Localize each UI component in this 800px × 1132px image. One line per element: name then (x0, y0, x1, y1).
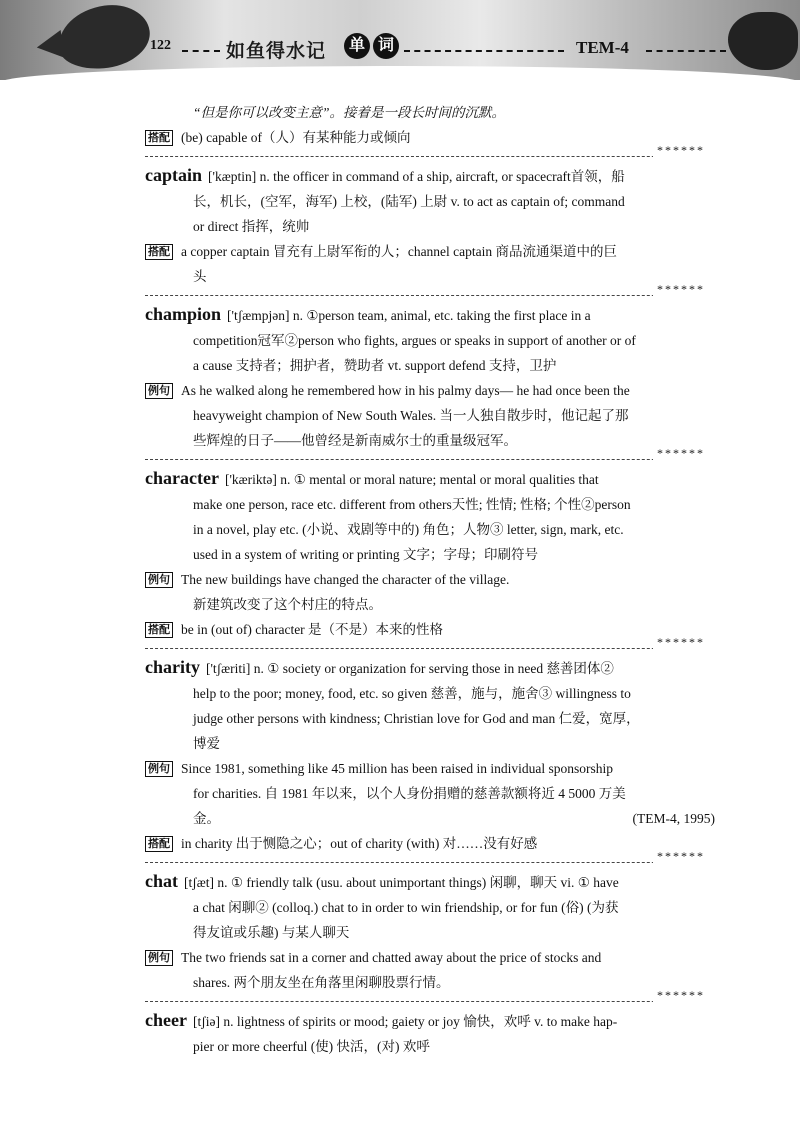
example-text: 头 (193, 269, 207, 284)
example-text: The new buildings have changed the character of the village. (181, 572, 510, 587)
example-line (145, 831, 715, 856)
example-line (145, 239, 715, 264)
definition-line: ['tʃæriti] n. ① society or organization for serving those in need 慈善团体② (205, 661, 614, 676)
example-line (145, 264, 715, 289)
badge-ci: 词 (373, 33, 399, 59)
example-line (145, 806, 715, 831)
example-tag: 例句 (145, 383, 173, 399)
example-text: for charities. 自 1981 年以来，以个人身份捐赠的慈善款额将近 4 5000 万美 (193, 786, 626, 801)
definition-line: [tʃiə] n. lightness of spirits or mood; gaiety or joy 愉快，欢呼 v. to make hap- (192, 1014, 618, 1029)
example-line (145, 970, 715, 995)
entry-captain (145, 163, 715, 239)
example-text: 金。 (193, 811, 220, 826)
definition-line: in a novel, play etc. (小说、戏剧等中的) 角色；人物③ letter, sign, mark, etc. (193, 522, 624, 537)
page-number: 122 (150, 38, 171, 53)
separator-stars: ****** (653, 446, 705, 461)
definition-line: used in a system of writing or printing 文字；字母；印刷符号 (193, 547, 538, 562)
entry-charity (145, 655, 715, 756)
example-text: Since 1981, something like 45 million has been raised in individual sponsorship (181, 761, 613, 776)
example-line (145, 428, 715, 453)
header-dash-middle (404, 50, 564, 52)
definition-line: 得友谊或乐趣) 与某人聊天 (193, 925, 350, 940)
entry-separator (145, 635, 705, 649)
entry-separator (145, 446, 705, 460)
definition-line: a cause 支持者；拥护者，赞助者 vt. support defend 支持，卫护 (193, 358, 557, 373)
dictionary-content (145, 100, 715, 1059)
example-line (145, 567, 715, 592)
separator-stars: ****** (653, 849, 705, 864)
separator-stars: ****** (653, 988, 705, 1003)
source-citation: (TEM-4, 1995) (632, 811, 715, 826)
example-text: As he walked along he remembered how in his palmy days— he had once been the (181, 383, 630, 398)
example-text: heavyweight champion of New South Wales. 当一人独自散步时，他记起了那 (193, 408, 629, 423)
collocation-tag: 搭配 (145, 836, 173, 852)
example-text: 些辉煌的日子——他曾经是新南威尔士的重量级冠军。 (193, 433, 517, 448)
definition-line: pier or more cheerful (使) 快活，(对) 欢呼 (193, 1039, 430, 1054)
separator-stars: ****** (653, 635, 705, 650)
separator-stars: ****** (653, 282, 705, 297)
entry-headword-line (145, 163, 715, 189)
example-text: The two friends sat in a corner and chatted away about the price of stocks and (181, 950, 602, 965)
intro-quote: “但是你可以改变主意”。接着是一段长时间的沉默。 (193, 105, 506, 120)
example-tag: 例句 (145, 572, 173, 588)
example-line (145, 945, 715, 970)
definition-line: competition冠军②person who fights, argues or speaks in support of another or of (193, 333, 636, 348)
definition-line: ['kæptin] n. the officer in command of a ship, aircraft, or spacecraft首领，船 (208, 169, 625, 184)
definition-line: 长，机长，(空军，海军) 上校，(陆军) 上尉 v. to act as captain of; command (193, 194, 625, 209)
collocation-tag: 搭配 (145, 622, 173, 638)
example-line (145, 403, 715, 428)
headword: charity (145, 657, 200, 677)
entry-headword-line (145, 655, 715, 681)
definition-line: a chat 闲聊② (colloq.) chat to in order to win friendship, or for fun (俗) (为获 (193, 900, 619, 915)
collocation-tag: 搭配 (145, 244, 173, 260)
entry-champion (145, 302, 715, 378)
definition-line: [tʃæt] n. ① friendly talk (usu. about unimportant things) 闲聊，聊天 vi. ① have (184, 875, 619, 890)
entry-headword-line (145, 466, 715, 492)
definition-line: ['kæriktə] n. ① mental or moral nature; mental or moral qualities that (224, 472, 599, 487)
entry-separator (145, 282, 705, 296)
entry-chat (145, 869, 715, 945)
entry-separator (145, 849, 705, 863)
definition-line: ['tʃæmpjən] n. ①person team, animal, etc. taking the first place in a (227, 308, 591, 323)
example-line (145, 592, 715, 617)
entry-list (145, 143, 715, 1059)
example-line (145, 781, 715, 806)
example-text: in charity 出于恻隐之心；out of charity (with) 对……没有好感 (181, 836, 538, 851)
definition-line: or direct 指挥，统帅 (193, 219, 310, 234)
header-dash-left (182, 50, 220, 52)
definition-line: help to the poor; money, food, etc. so given 慈善，施与，施舍③ willingness to (193, 686, 631, 701)
example-text: a copper captain 冒充有上尉军衔的人；channel captain 商品流通渠道中的巨 (181, 244, 618, 259)
example-text: 新建筑改变了这个村庄的特点。 (193, 597, 382, 612)
entry-headword-line (145, 1008, 715, 1034)
headword: character (145, 468, 219, 488)
headword: champion (145, 304, 222, 324)
example-tag: 例句 (145, 950, 173, 966)
example-tag: 例句 (145, 761, 173, 777)
headword: chat (145, 871, 178, 891)
entry-character (145, 466, 715, 567)
entry-separator (145, 143, 705, 157)
example-line (145, 378, 715, 403)
series-label: TEM-4 (576, 38, 629, 57)
brand-title: 如鱼得水记 (226, 41, 327, 62)
entry-headword-line (145, 869, 715, 895)
entry-separator (145, 988, 705, 1002)
definition-line: judge other persons with kindness; Christian love for God and man 仁爱，宽厚， (193, 711, 640, 726)
headword: cheer (145, 1010, 187, 1030)
example-text: shares. 两个朋友坐在角落里闲聊股票行情。 (193, 975, 450, 990)
entry-headword-line (145, 302, 715, 328)
entry-cheer (145, 1008, 715, 1059)
definition-line: 博爱 (193, 736, 220, 751)
collocation-text: (be) capable of（人）有某种能力或倾向 (181, 130, 411, 145)
header-dash-right (646, 50, 726, 52)
fish-right-icon (728, 12, 798, 70)
page-header (0, 0, 800, 90)
example-line (145, 617, 715, 642)
separator-stars: ****** (653, 143, 705, 158)
definition-line: make one person, race etc. different from others天性; 性情; 性格; 个性②person (193, 497, 631, 512)
headword: captain (145, 165, 203, 185)
example-line (145, 756, 715, 781)
intro-collocation (145, 125, 715, 150)
badge-dan: 单 (344, 33, 370, 59)
example-text: be in (out of) character 是（不是）本来的性格 (181, 622, 444, 637)
collocation-tag: 搭配 (145, 130, 173, 146)
